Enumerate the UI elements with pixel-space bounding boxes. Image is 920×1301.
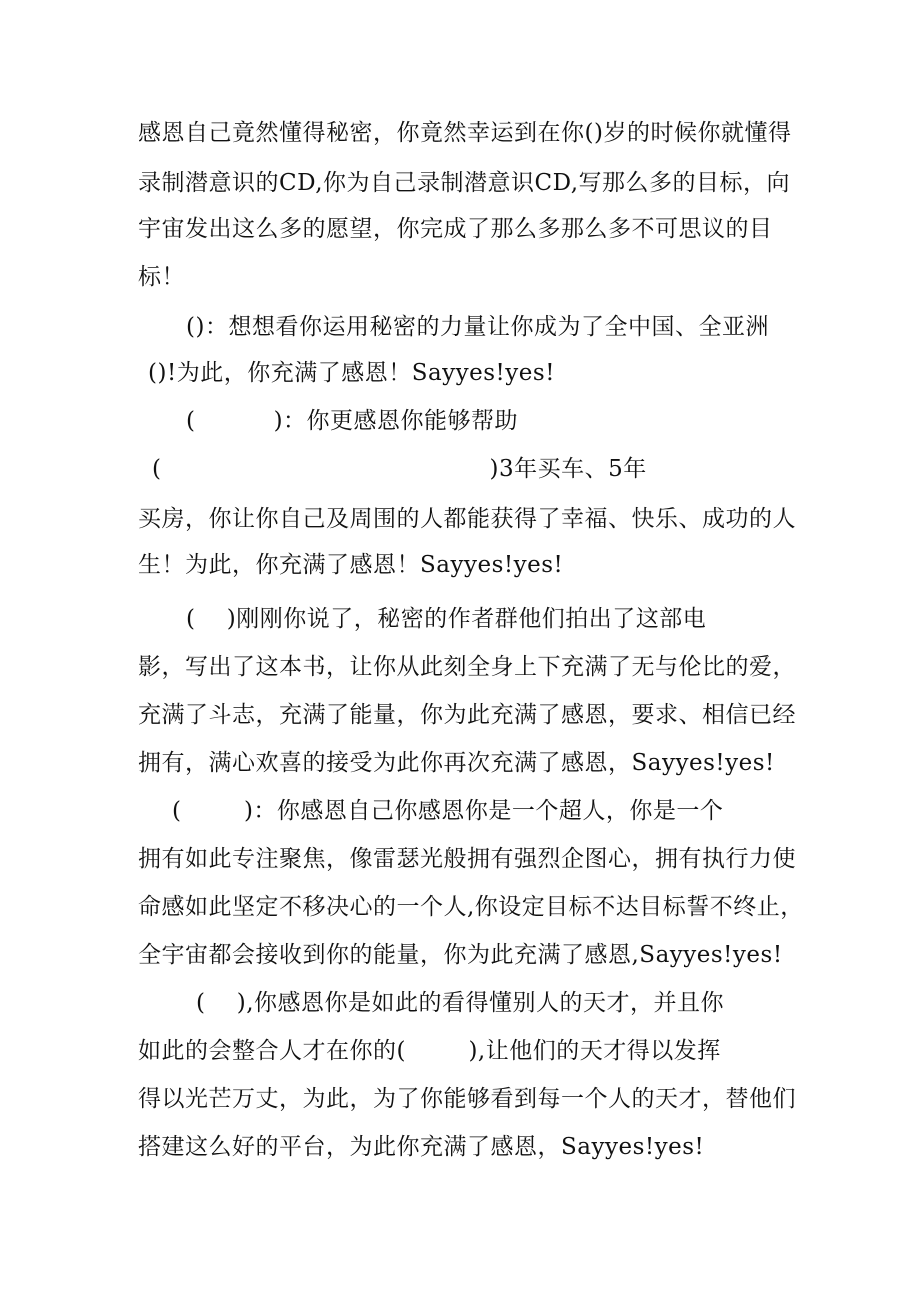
text-line: ( )：你更感恩你能够帮助 — [186, 408, 519, 434]
text-line: 命感如此坚定不移决心的一个人,你设定目标不达目标誓不终止， — [138, 894, 804, 920]
text-line: 影，写出了这本书，让你从此刻全身上下充满了无与伦比的爱， — [138, 654, 796, 680]
text-line: 充满了斗志，充满了能量，你为此充满了感恩，要求、相信已经 — [138, 702, 796, 728]
text-line: ()!为此，你充满了感恩！Sayyes!yes! — [148, 360, 555, 386]
text-line: 录制潜意识的CD,你为自己录制潜意识CD,写那么多的目标，向 — [138, 170, 791, 196]
text-line: 得以光芒万丈，为此，为了你能够看到每一个人的天才，替他们 — [138, 1086, 796, 1112]
text-line: 拥有如此专注聚焦，像雷瑟光般拥有强烈企图心，拥有执行力使 — [138, 846, 796, 872]
text-line: 买房，你让你自己及周围的人都能获得了幸福、快乐、成功的人 — [138, 506, 796, 532]
text-line: ( ),你感恩你是如此的看得懂别人的天才，并且你 — [196, 990, 725, 1016]
text-line: 标！ — [138, 264, 185, 290]
text-line: 感恩自己竟然懂得秘密，你竟然幸运到在你()岁的时候你就懂得 — [138, 120, 792, 146]
text-line: 拥有，满心欢喜的接受为此你再次充满了感恩，Sayyes!yes! — [138, 750, 775, 776]
text-line: ( )3年买车、5年 — [152, 456, 647, 482]
text-line: ( )刚刚你说了，秘密的作者群他们拍出了这部电 — [186, 606, 707, 632]
text-line: 宇宙发出这么多的愿望，你完成了那么多那么多不可思议的目 — [138, 216, 773, 242]
text-line: ( )：你感恩自己你感恩你是一个超人，你是一个 — [172, 798, 724, 824]
text-line: 全宇宙都会接收到你的能量，你为此充满了感恩,Sayyes!yes! — [138, 942, 783, 968]
text-line: 搭建这么好的平台，为此你充满了感恩，Sayyes!yes! — [138, 1134, 705, 1160]
text-line: 生！为此，你充满了感恩！Sayyes!yes! — [138, 552, 564, 578]
text-line: ()：想想看你运用秘密的力量让你成为了全中国、全亚洲 — [186, 314, 769, 340]
text-line: 如此的会整合人才在你的( ),让他们的天才得以发挥 — [138, 1038, 721, 1064]
